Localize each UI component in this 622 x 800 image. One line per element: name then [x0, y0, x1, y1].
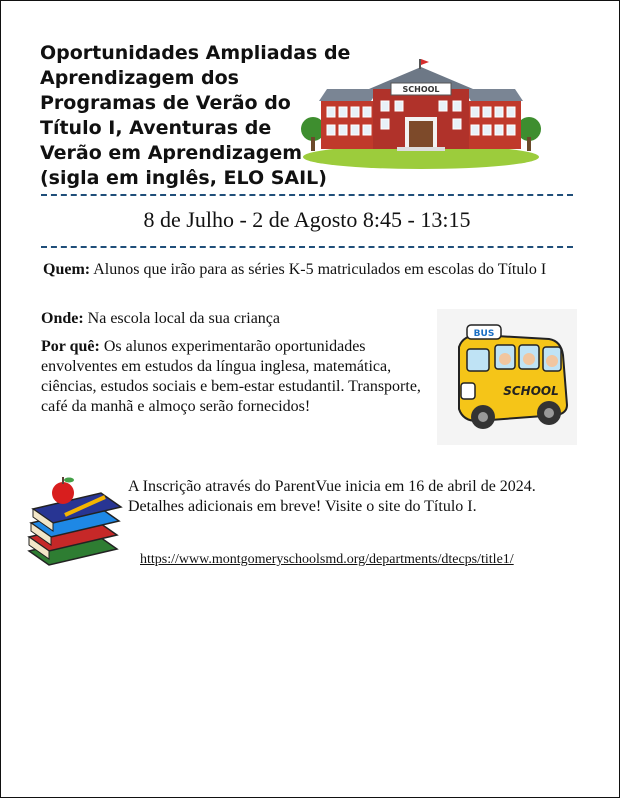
- school-building-icon: [301, 59, 541, 169]
- where-label: Onde:: [41, 310, 84, 327]
- title1-website-link[interactable]: https://www.montgomeryschoolsmd.org/departments/dtecps/title1/: [140, 552, 514, 567]
- where-text: Na escola local da sua criança: [83, 310, 281, 327]
- divider: [41, 194, 573, 196]
- why-label: Por quê:: [41, 338, 100, 355]
- title-line: Título I, Aventuras de: [40, 117, 272, 139]
- program-dates: 8 de Julho - 2 de Agosto 8:45 - 13:15: [143, 207, 471, 232]
- divider: [41, 246, 573, 248]
- title-line: Oportunidades Ampliadas de Aprendizagem dos: [40, 42, 351, 89]
- who-text: Alunos que irão para as séries K-5 matriculados em escolas do Título I: [90, 261, 547, 278]
- school-bus-icon: [437, 309, 577, 445]
- school-sign-text: SCHOOL: [402, 85, 440, 94]
- bus-sign-text: BUS: [473, 329, 495, 339]
- who-label: Quem:: [43, 261, 91, 278]
- registration-paragraph: A Inscrição através do ParentVue inicia em 16 de abril de 2024. Detalhes adicionais em breve! Visite o site do Título I.: [128, 478, 536, 515]
- bus-school-text: SCHOOL: [503, 384, 559, 398]
- why-paragraph: [41, 337, 441, 417]
- title-line: (sigla em inglês, ELO SAIL): [40, 167, 327, 189]
- why-text: Os alunos experimentarão oportunidades envolventes em estudos da língua inglesa, matemática, ciências, estudos sociais e bem-estar estudantil. Transporte, café da manhã e almoço serão fornecidos!: [41, 338, 421, 415]
- title-line: Programas de Verão do: [40, 92, 291, 114]
- title-line: Verão em Aprendizagem: [40, 142, 303, 164]
- who-paragraph: [43, 260, 573, 280]
- books-apple-icon: [25, 475, 125, 567]
